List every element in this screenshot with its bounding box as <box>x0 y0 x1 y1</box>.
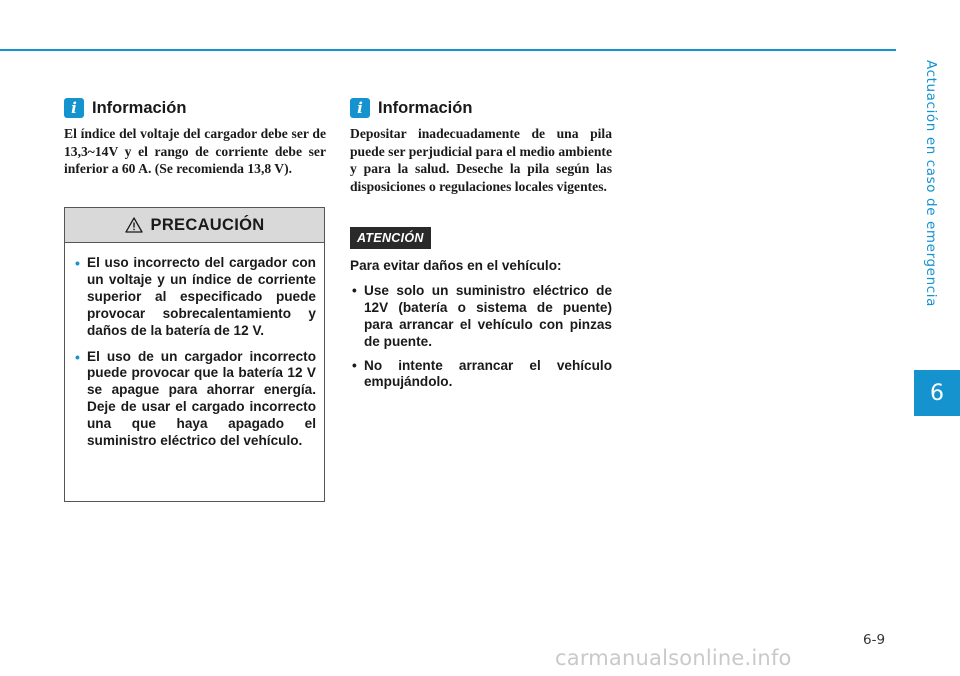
list-item: • Use solo un suministro eléctrico de 12V (batería o sistema de puente) para arrancar el vehículo con pinzas de puente. <box>350 283 612 351</box>
info-header <box>64 97 326 119</box>
info-text: Depositar inadecuadamente de una pila puede ser perjudicial para el medio ambiente y para la salud. Deseche la pila según las disposiciones o regulaciones locales vigentes. <box>350 126 612 194</box>
info-icon: i <box>350 98 370 118</box>
chapter-tab: 6 <box>914 370 960 416</box>
info-header <box>350 97 612 119</box>
caution-title: PRECAUCIÓN <box>150 215 265 234</box>
atencion-list <box>350 283 612 391</box>
atencion-badge: ATENCIÓN <box>350 227 431 249</box>
atencion-content <box>350 258 612 398</box>
info-block-voltage <box>64 97 326 178</box>
caution-list <box>65 243 324 450</box>
warning-triangle-icon <box>125 217 143 233</box>
info-text: El índice del voltaje del cargador debe ser de 13,3~14V y el rango de corriente debe ser inferior a 60 A. (Se recomienda 13,8 V). <box>64 126 326 176</box>
info-block-disposal <box>350 97 612 195</box>
info-title: Información <box>378 98 473 117</box>
list-item: • El uso incorrecto del cargador con un voltaje y un índice de corriente superior al especificado puede provocar sobrecalentamiento y daños de la batería de 12 V. <box>75 255 316 340</box>
caution-header <box>65 208 324 243</box>
page-number: 6-9 <box>863 632 886 648</box>
watermark: carmanualsonline.info <box>555 646 792 670</box>
caution-box <box>64 207 325 502</box>
atencion-intro: Para evitar daños en el vehículo: <box>350 258 562 273</box>
header-rule <box>0 49 896 51</box>
info-title: Información <box>92 98 187 117</box>
info-icon: i <box>64 98 84 118</box>
list-item: • El uso de un cargador incorrecto puede provocar que la batería 12 V se apague para ahorrar energía. Deje de usar el cargado incorrecto una que haya apagado el suministro eléctrico del vehículo. <box>75 349 316 450</box>
chapter-side-title: Actuación en caso de emergencia <box>923 60 939 307</box>
list-item: • No intente arrancar el vehículo empujándolo. <box>350 358 612 392</box>
